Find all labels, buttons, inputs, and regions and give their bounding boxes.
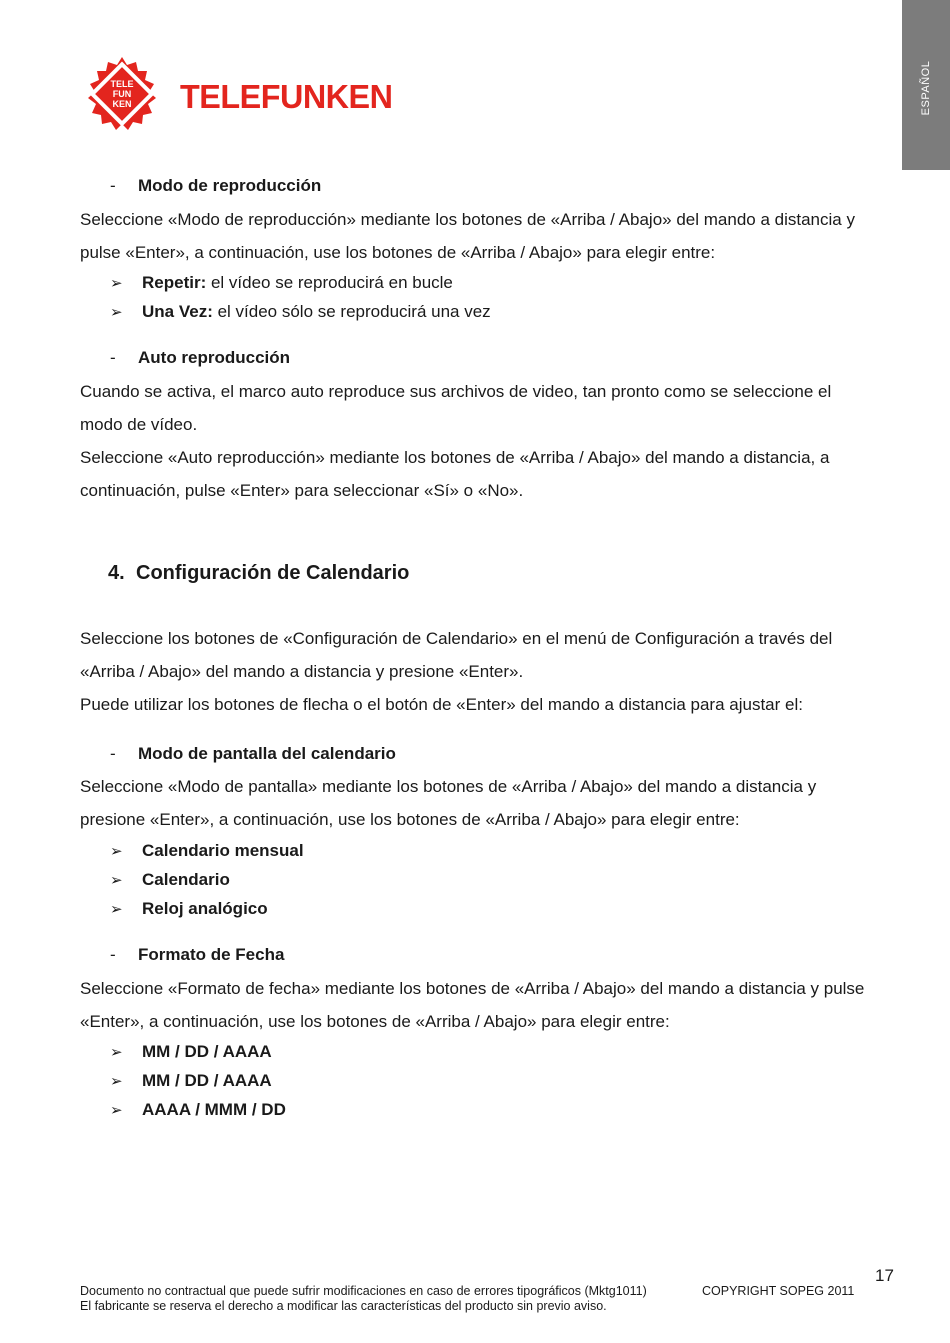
option-label: MM / DD / AAAA	[142, 1042, 272, 1061]
paragraph-line: Seleccione «Modo de reproducción» mediante los botones de «Arriba / Abajo» del mando a distancia y	[80, 210, 855, 229]
paragraph-line: Seleccione «Auto reproducción» mediante los botones de «Arriba / Abajo» del mando a distancia, a	[80, 448, 830, 467]
subheading-modo-reproduccion	[80, 176, 321, 196]
subheading-title: Auto reproducción	[138, 348, 291, 367]
arrow-bullet-icon: ➢	[110, 275, 123, 292]
paragraph-line: continuación, pulse «Enter» para seleccionar «Sí» o «No».	[80, 481, 524, 500]
option-text: el vídeo se reproducirá en bucle	[206, 273, 453, 292]
section-heading	[108, 562, 409, 585]
option-label: Calendario mensual	[142, 841, 304, 860]
paragraph-line: modo de vídeo.	[80, 415, 198, 434]
brand-name: TELEFUNKEN	[180, 78, 393, 115]
arrow-bullet-icon: ➢	[110, 1073, 123, 1090]
section-number: 4.	[108, 562, 125, 584]
option-label: Calendario	[142, 870, 230, 889]
option-label: AAAA / MMM / DD	[142, 1100, 286, 1119]
list-item	[110, 870, 230, 890]
footer-line-1: Documento no contractual que puede sufrir modificaciones en caso de errores tipográficos (Mktg1011)	[80, 1284, 647, 1298]
subheading-title: Formato de Fecha	[138, 945, 285, 964]
list-item	[110, 841, 304, 861]
emblem-line-2: FUN	[112, 89, 132, 99]
option-label: Repetir:	[142, 273, 207, 292]
emblem-line-3: KEN	[112, 99, 132, 109]
list-item	[110, 1071, 272, 1091]
paragraph-line: Cuando se activa, el marco auto reproduce sus archivos de video, tan pronto como se seleccione el	[80, 382, 832, 401]
page-number: 17	[875, 1266, 894, 1285]
subheading-modo-pantalla	[80, 744, 396, 764]
list-item	[110, 1100, 286, 1120]
arrow-bullet-icon: ➢	[110, 843, 123, 860]
arrow-bullet-icon: ➢	[110, 872, 123, 889]
paragraph-line: presione «Enter», a continuación, use los botones de «Arriba / Abajo» para elegir entre:	[80, 810, 740, 829]
option-label: Una Vez:	[142, 302, 213, 321]
telefunken-emblem-icon	[84, 56, 160, 132]
section-title: Configuración de Calendario	[136, 562, 410, 584]
paragraph-line: «Enter», a continuación, use los botones de «Arriba / Abajo» para elegir entre:	[80, 1012, 670, 1031]
subheading-title: Modo de pantalla del calendario	[138, 744, 396, 763]
arrow-bullet-icon: ➢	[110, 1102, 123, 1119]
arrow-bullet-icon: ➢	[110, 304, 123, 321]
list-item	[110, 1042, 272, 1062]
emblem-line-1: TELE	[110, 79, 134, 89]
subheading-auto-reproduccion	[80, 348, 290, 368]
language-label: ESPAÑOL	[920, 60, 932, 116]
copyright-text: COPYRIGHT SOPEG 2011	[702, 1284, 855, 1298]
arrow-bullet-icon: ➢	[110, 901, 123, 918]
dash-marker: -	[110, 176, 116, 195]
paragraph-line: Puede utilizar los botones de flecha o el botón de «Enter» del mando a distancia para ajustar el:	[80, 695, 803, 714]
subheading-title: Modo de reproducción	[138, 176, 322, 195]
option-text: el vídeo sólo se reproducirá una vez	[212, 302, 491, 321]
dash-marker: -	[110, 348, 116, 367]
list-item	[110, 899, 268, 919]
option-label: Reloj analógico	[142, 899, 268, 918]
paragraph-line: Seleccione «Modo de pantalla» mediante los botones de «Arriba / Abajo» del mando a distancia y	[80, 777, 817, 796]
paragraph-line: Seleccione «Formato de fecha» mediante los botones de «Arriba / Abajo» del mando a distancia y pulse	[80, 979, 865, 998]
paragraph-line: «Arriba / Abajo» del mando a distancia y presione «Enter».	[80, 662, 524, 681]
language-tab	[902, 0, 950, 170]
paragraph-line: pulse «Enter», a continuación, use los botones de «Arriba / Abajo» para elegir entre:	[80, 243, 716, 262]
dash-marker: -	[110, 945, 116, 964]
dash-marker: -	[110, 744, 116, 763]
list-item	[110, 273, 453, 293]
option-label: MM / DD / AAAA	[142, 1071, 272, 1090]
page-footer	[80, 1284, 855, 1314]
footer-line-2: El fabricante se reserva el derecho a modificar las características del producto sin previo aviso.	[80, 1299, 607, 1313]
arrow-bullet-icon: ➢	[110, 1044, 123, 1061]
subheading-formato-fecha	[80, 945, 284, 965]
list-item	[110, 302, 491, 322]
paragraph-line: Seleccione los botones de «Configuración de Calendario» en el menú de Configuración a través del	[80, 629, 833, 648]
